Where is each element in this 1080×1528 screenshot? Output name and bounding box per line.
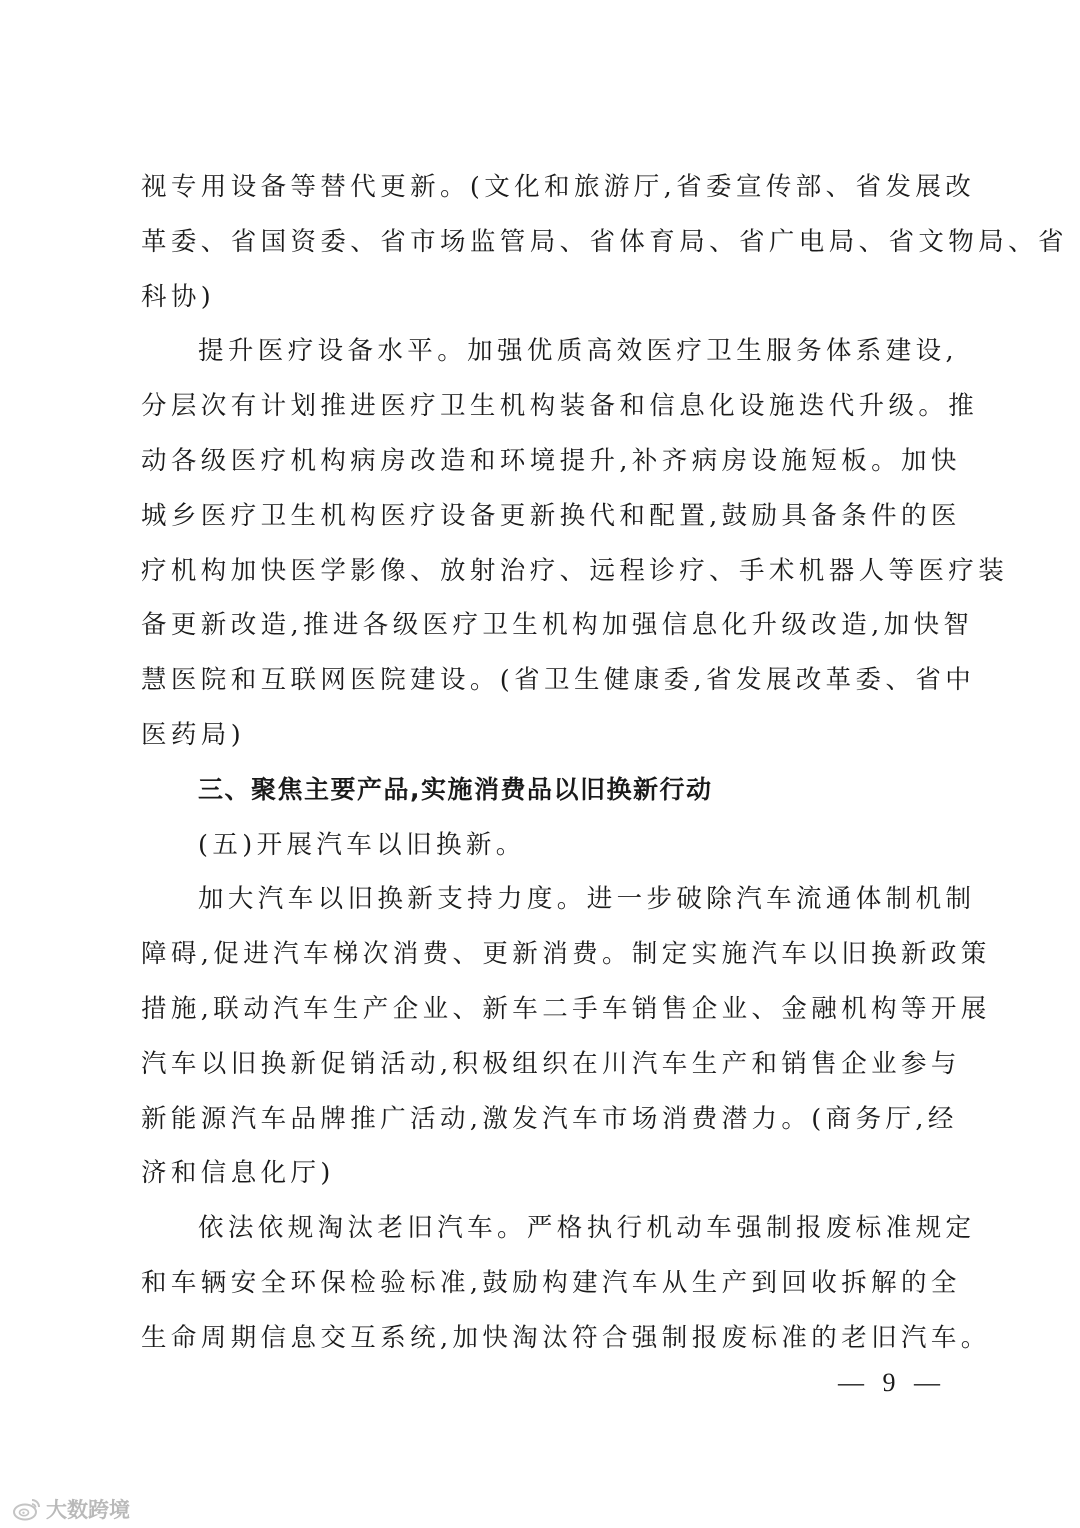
text-line: 动各级医疗机构病房改造和环境提升,补齐病房设施短板。加快 <box>141 445 961 476</box>
text-line: 提升医疗设备水平。加强优质高效医疗卫生服务体系建设, <box>198 336 959 367</box>
body-text <box>141 160 1068 1366</box>
section-heading: 三、聚焦主要产品,实施消费品以旧换新行动 <box>198 774 713 804</box>
text-line: 济和信息化厅) <box>141 1158 335 1189</box>
text-line: 措施,联动汽车生产企业、新车二手车销售企业、金融机构等开展 <box>141 993 991 1024</box>
page-number: — 9 — <box>838 1368 946 1397</box>
watermark <box>12 1494 130 1524</box>
text-line: 分层次有计划推进医疗卫生机构装备和信息化设施迭代升级。推 <box>141 391 979 422</box>
text-line: 城乡医疗卫生机构医疗设备更新换代和配置,鼓励具备条件的医 <box>141 500 961 531</box>
text-line: 新能源汽车品牌推广活动,激发汽车市场消费潜力。(商务厅,经 <box>141 1103 958 1134</box>
text-line: 革委、省国资委、省市场监管局、省体育局、省广电局、省文物局、省 <box>141 226 1068 257</box>
text-line: 和车辆安全环保检验标准,鼓励构建汽车从生产到回收拆解的全 <box>141 1267 961 1298</box>
text-line: (五)开展汽车以旧换新。 <box>198 829 526 860</box>
text-line: 障碍,促进汽车梯次消费、更新消费。制定实施汽车以旧换新政策 <box>141 939 991 970</box>
text-line: 医药局) <box>141 719 246 750</box>
text-line: 科协) <box>141 281 216 312</box>
text-line: 备更新改造,推进各级医疗卫生机构加强信息化升级改造,加快智 <box>141 610 974 641</box>
text-line: 慧医院和互联网医院建设。(省卫生健康委,省发展改革委、省中 <box>141 665 976 696</box>
text-line: 视专用设备等替代更新。(文化和旅游厅,省委宣传部、省发展改 <box>141 172 976 202</box>
text-line: 汽车以旧换新促销活动,积极组织在川汽车生产和销售企业参与 <box>141 1048 961 1079</box>
text-line: 依法依规淘汰老旧汽车。严格执行机动车强制报废标准规定 <box>198 1213 976 1244</box>
text-line: 加大汽车以旧换新支持力度。进一步破除汽车流通体制机制 <box>198 884 976 915</box>
watermark-text: 大数跨境 <box>46 1498 130 1522</box>
text-line: 生命周期信息交互系统,加快淘汰符合强制报废标准的老旧汽车。 <box>141 1322 991 1353</box>
weibo-icon <box>12 1497 42 1521</box>
text-line: 疗机构加快医学影像、放射治疗、远程诊疗、手术机器人等医疗装 <box>141 555 1009 586</box>
